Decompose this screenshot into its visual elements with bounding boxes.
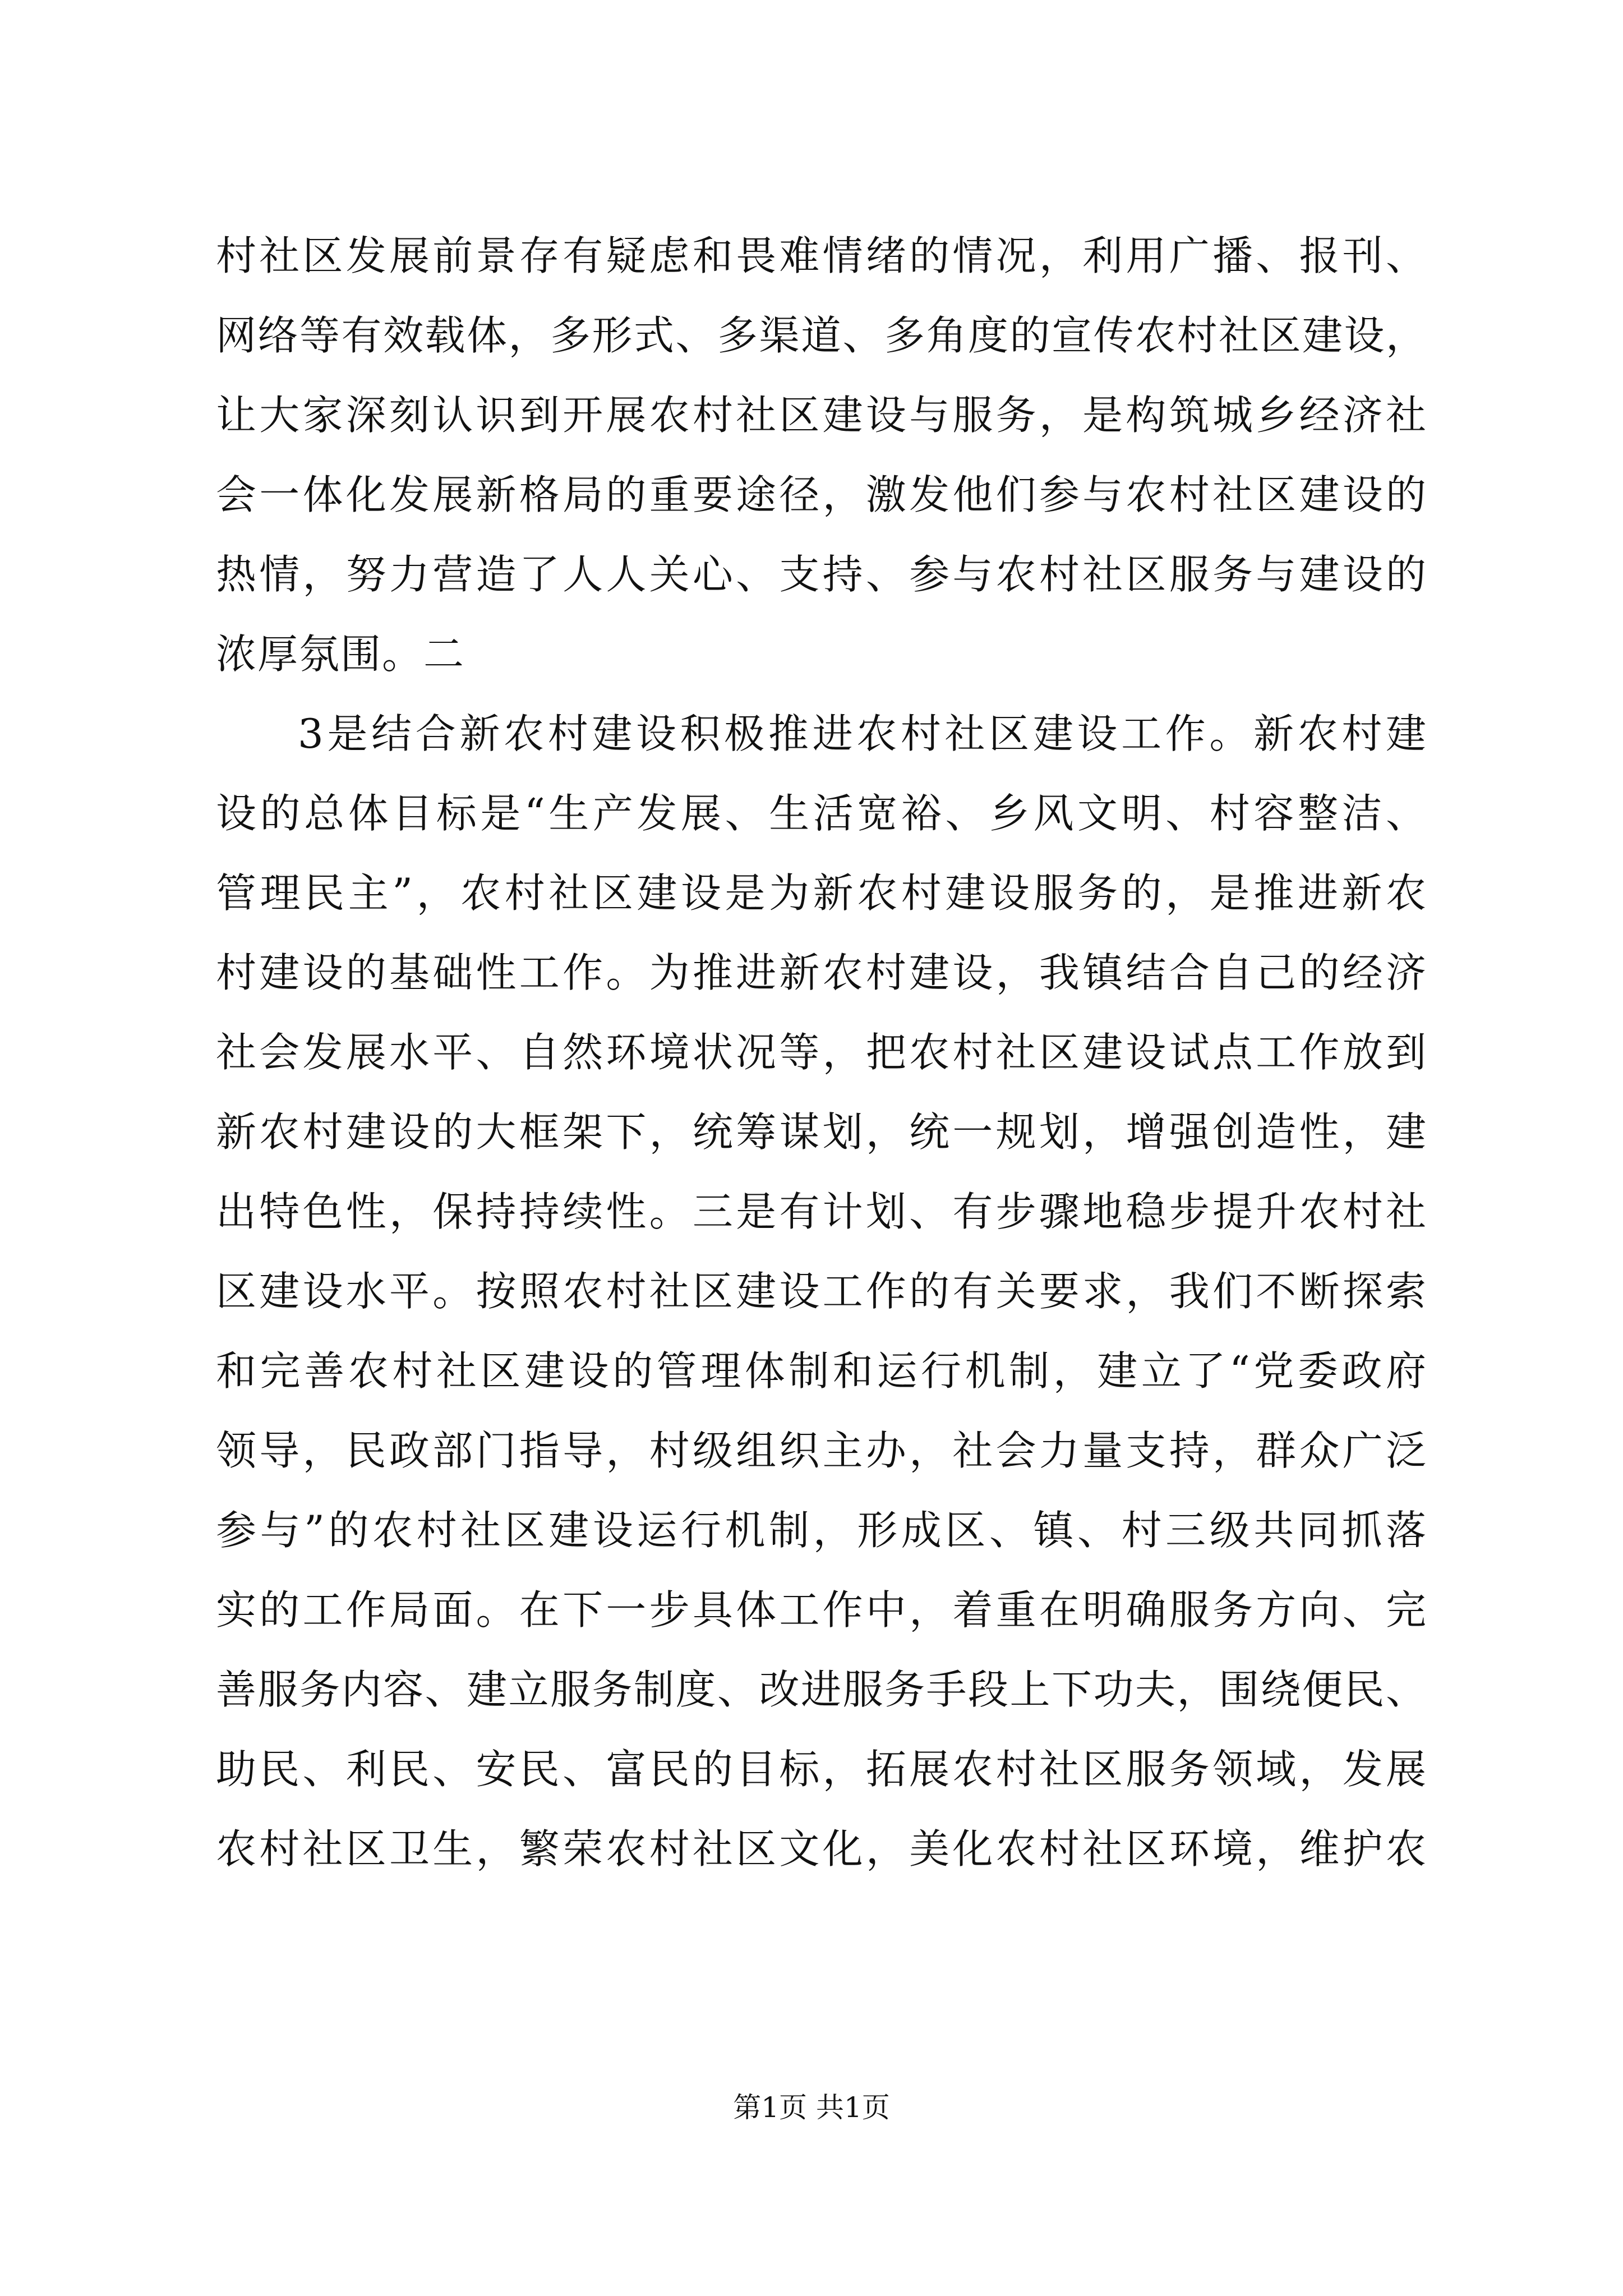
text-line: 村建设的基础性工作。为推进新农村建设，我镇结合自己的经济 [216, 949, 1427, 996]
text-line: 会一体化发展新格局的重要途径，激发他们参与农村社区建设的 [216, 471, 1427, 518]
text-line: 和完善农村社区建设的管理体制和运行机制，建立了“党委政府 [216, 1347, 1427, 1395]
text-line: 社会发展水平、自然环境状况等，把农村社区建设试点工作放到 [216, 1029, 1427, 1076]
text-line: 助民、利民、安民、富民的目标，拓展农村社区服务领域，发展 [216, 1746, 1427, 1793]
text-line: 参与”的农村社区建设运行机制，形成区、镇、村三级共同抓落 [216, 1507, 1427, 1554]
body-text [216, 216, 1427, 1889]
text-line: 网络等有效载体，多形式、多渠道、多角度的宣传农村社区建设， [216, 312, 1427, 359]
page-footer [0, 2088, 1623, 2127]
text-line: 让大家深刻认识到开展农村社区建设与服务，是构筑城乡经济社 [216, 392, 1427, 439]
text-line: 管理民主”，农村社区建设是为新农村建设服务的，是推进新农 [216, 869, 1427, 917]
text-line: 3是结合新农村建设积极推进农村社区建设工作。新农村建 [298, 710, 1427, 757]
text-line: 善服务内容、建立服务制度、改进服务手段上下功夫，围绕便民、 [216, 1666, 1427, 1713]
text-line: 领导，民政部门指导，村级组织主办，社会力量支持，群众广泛 [216, 1427, 1427, 1474]
text-line: 区建设水平。按照农村社区建设工作的有关要求，我们不断探索 [216, 1268, 1427, 1315]
text-line: 热情，努力营造了人人关心、支持、参与农村社区服务与建设的 [216, 551, 1427, 598]
text-line: 村社区发展前景存有疑虑和畏难情绪的情况，利用广播、报刊、 [216, 232, 1427, 279]
text-line: 浓厚氛围。二 [216, 631, 465, 678]
text-line: 农村社区卫生，繁荣农村社区文化，美化农村社区环境，维护农 [216, 1825, 1427, 1872]
text-line: 实的工作局面。在下一步具体工作中，着重在明确服务方向、完 [216, 1586, 1427, 1634]
text-line: 设的总体目标是“生产发展、生活宽裕、乡风文明、村容整洁、 [216, 790, 1427, 837]
page-number-label: 第1页 共1页 [733, 2091, 890, 2124]
text-line: 出特色性，保持持续性。三是有计划、有步骤地稳步提升农村社 [216, 1188, 1427, 1235]
text-line: 新农村建设的大框架下，统筹谋划，统一规划，增强创造性，建 [216, 1108, 1427, 1156]
